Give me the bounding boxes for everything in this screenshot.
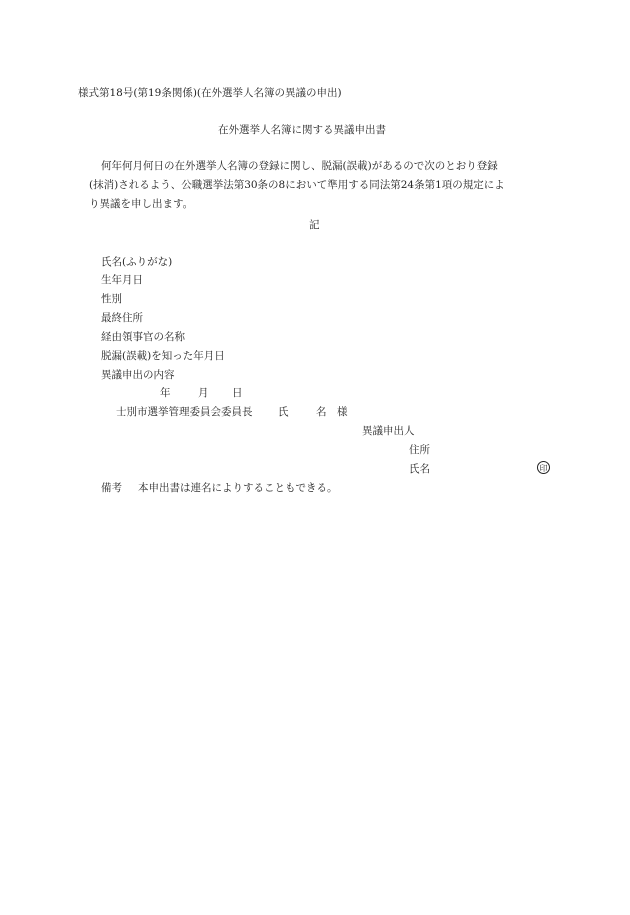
form-number-label: 様式第18号(第19条関係)(在外選挙人名簿の異議の申出) (78, 87, 342, 99)
field-birthdate: 生年月日 (101, 274, 143, 286)
addressee-honorific: 様 (337, 406, 348, 418)
field-last-address: 最終住所 (101, 312, 143, 324)
body-text-line: り異議を申し出ます。 (89, 198, 194, 210)
date-month-label: 月 (198, 387, 209, 399)
remarks-text: 本申出書は連名によりすることもできる。 (138, 482, 338, 494)
document-title: 在外選挙人名簿に関する異議申出書 (218, 124, 386, 136)
field-consular-officer: 経由領事官の名称 (101, 331, 185, 343)
date-day-label: 日 (232, 387, 243, 399)
body-text-line: 何年何月何日の在外選挙人名簿の登録に関し、脱漏(誤載)があるので次のとおり登録 (101, 160, 498, 172)
field-discovery-date: 脱漏(誤載)を知った年月日 (101, 350, 225, 362)
applicant-name-label: 氏名 (409, 463, 430, 475)
applicant-address-label: 住所 (409, 444, 430, 456)
body-text-line: (抹消)されるよう、公職選挙法第30条の8において準用する同法第24条第1項の規定によ (89, 179, 505, 191)
date-year-label: 年 (160, 387, 171, 399)
addressee-mei: 名 (316, 406, 327, 418)
addressee-shi: 氏 (278, 406, 289, 418)
field-sex: 性別 (101, 293, 122, 305)
field-name-furigana: 氏名(ふりがな) (101, 256, 173, 268)
seal-mark-icon: 印 (537, 461, 550, 474)
remarks-label: 備考 (101, 482, 122, 494)
ki-heading: 記 (309, 219, 320, 231)
field-objection-content: 異議申出の内容 (101, 369, 175, 381)
applicant-label: 異議申出人 (362, 425, 415, 437)
addressee-title: 士別市選挙管理委員会委員長 (116, 406, 253, 418)
